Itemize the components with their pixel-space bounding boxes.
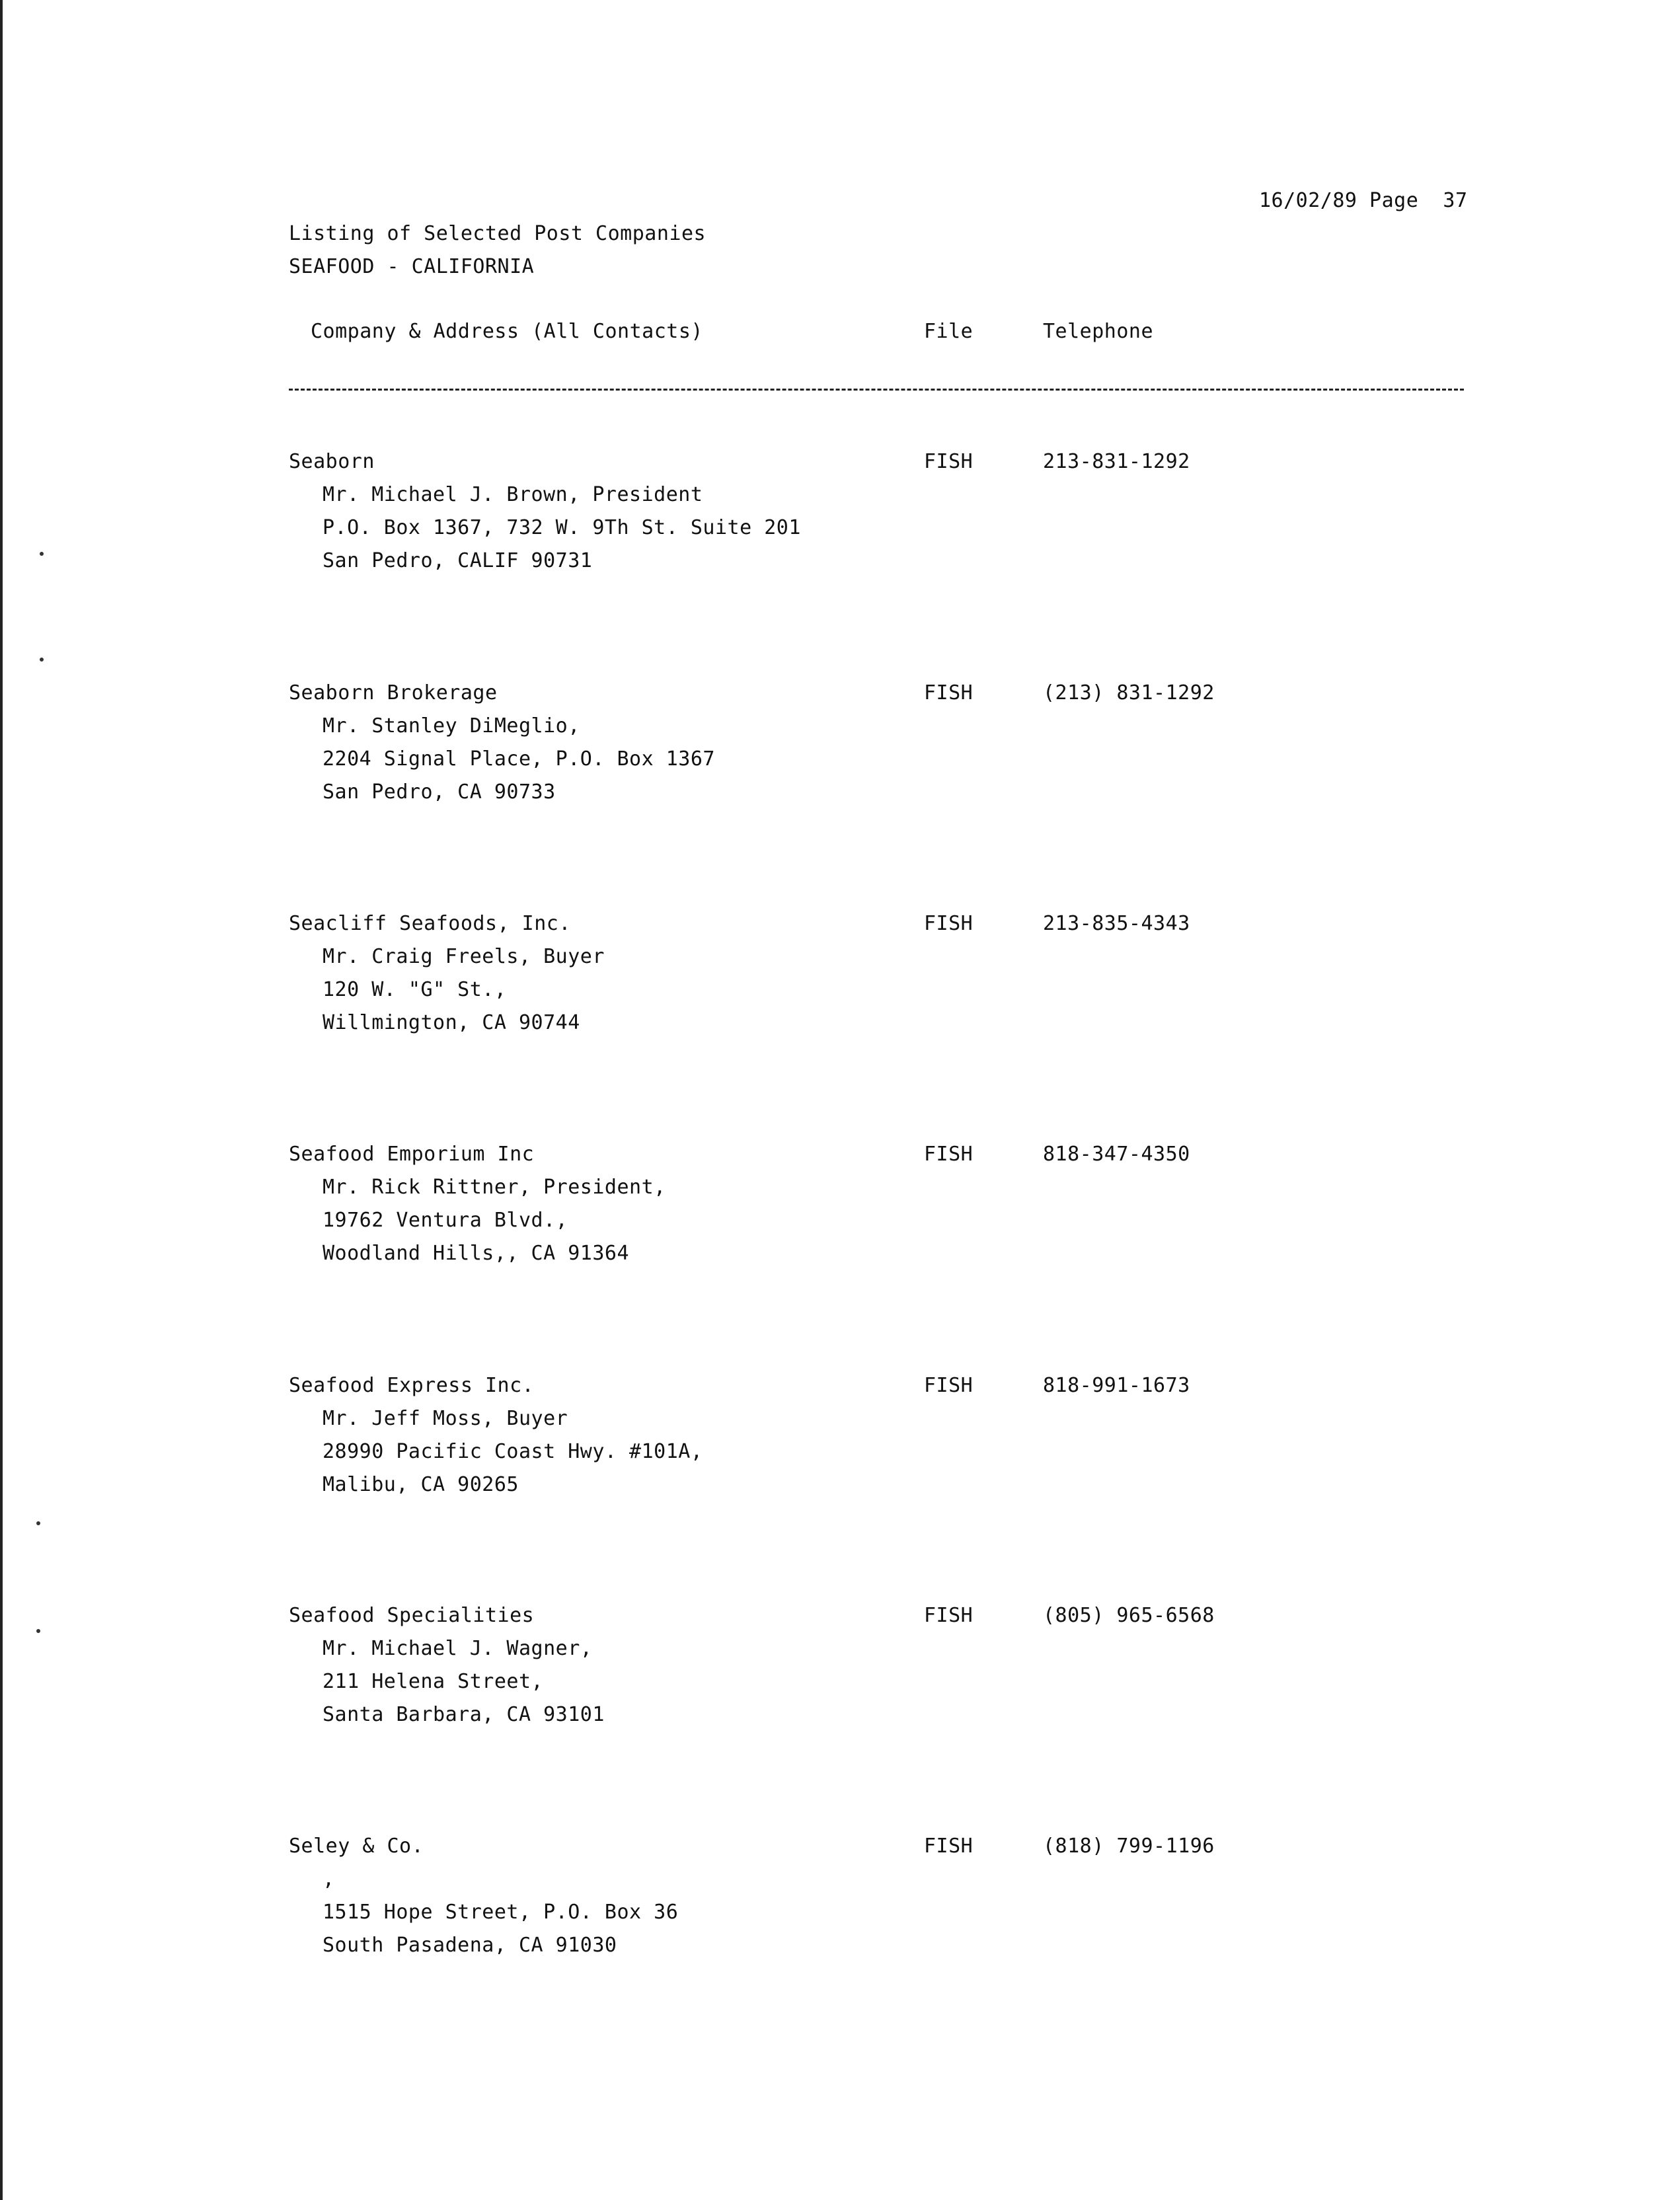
file-code: FISH — [924, 681, 974, 704]
telephone-number: (805) 965-6568 — [1043, 1604, 1215, 1627]
company-entry — [0, 680, 1680, 825]
contact-line: Mr. Michael J. Brown, President — [323, 483, 703, 506]
city-line: South Pasadena, CA 91030 — [323, 1934, 617, 1957]
contact-line: Mr. Craig Freels, Buyer — [323, 945, 605, 968]
file-code: FISH — [924, 1835, 974, 1858]
document-title: Listing of Selected Post Companies — [289, 222, 706, 245]
company-entry — [0, 1833, 1680, 1979]
company-name: Seaborn Brokerage — [289, 681, 498, 704]
company-entry — [0, 1603, 1680, 1748]
document-subtitle: SEAFOOD - CALIFORNIA — [289, 255, 535, 278]
company-name: Seafood Specialities — [289, 1604, 535, 1627]
file-code: FISH — [924, 450, 974, 473]
company-entry — [0, 1373, 1680, 1518]
address-line: 120 W. "G" St., — [323, 978, 507, 1001]
telephone-number: (818) 799-1196 — [1043, 1835, 1215, 1858]
file-code: FISH — [924, 1374, 974, 1397]
company-entry — [0, 1141, 1680, 1287]
company-name: Seaborn — [289, 450, 375, 473]
company-name: Seafood Express Inc. — [289, 1374, 535, 1397]
contact-line: Mr. Michael J. Wagner, — [323, 1637, 593, 1660]
scan-speck — [36, 1629, 40, 1633]
address-line: P.O. Box 1367, 732 W. 9Th St. Suite 201 — [323, 516, 801, 539]
address-line: 28990 Pacific Coast Hwy. #101A, — [323, 1440, 703, 1463]
column-header-company: Company & Address (All Contacts) — [311, 320, 703, 343]
contact-line: Mr. Jeff Moss, Buyer — [323, 1407, 568, 1430]
scan-speck — [40, 658, 44, 662]
file-code: FISH — [924, 1143, 974, 1166]
telephone-number: 213-831-1292 — [1043, 450, 1190, 473]
city-line: San Pedro, CA 90733 — [323, 780, 556, 804]
scan-speck — [40, 552, 44, 556]
company-name: Seacliff Seafoods, Inc. — [289, 912, 571, 935]
city-line: Santa Barbara, CA 93101 — [323, 1703, 605, 1726]
contact-line: Mr. Stanley DiMeglio, — [323, 714, 580, 738]
header-divider — [289, 389, 1464, 391]
company-name: Seafood Emporium Inc — [289, 1143, 535, 1166]
address-line: 1515 Hope Street, P.O. Box 36 — [323, 1901, 679, 1924]
contact-line: Mr. Rick Rittner, President, — [323, 1176, 666, 1199]
address-line: 19762 Ventura Blvd., — [323, 1209, 568, 1232]
address-line: 211 Helena Street, — [323, 1670, 544, 1693]
city-line: Malibu, CA 90265 — [323, 1473, 519, 1496]
city-line: Willmington, CA 90744 — [323, 1011, 580, 1034]
telephone-number: (213) 831-1292 — [1043, 681, 1215, 704]
company-name: Seley & Co. — [289, 1835, 424, 1858]
file-code: FISH — [924, 1604, 974, 1627]
city-line: San Pedro, CALIF 90731 — [323, 549, 593, 572]
contact-line: , — [323, 1868, 335, 1891]
address-line: 2204 Signal Place, P.O. Box 1367 — [323, 747, 715, 771]
date-page-label: 16/02/89 Page 37 — [1259, 189, 1468, 212]
company-entry — [0, 911, 1680, 1056]
telephone-number: 818-991-1673 — [1043, 1374, 1190, 1397]
file-code: FISH — [924, 912, 974, 935]
column-header-file: File — [924, 320, 974, 343]
company-entry — [0, 449, 1680, 594]
city-line: Woodland Hills,, CA 91364 — [323, 1242, 630, 1265]
column-header-telephone: Telephone — [1043, 320, 1154, 343]
telephone-number: 818-347-4350 — [1043, 1143, 1190, 1166]
scan-speck — [36, 1521, 40, 1525]
telephone-number: 213-835-4343 — [1043, 912, 1190, 935]
